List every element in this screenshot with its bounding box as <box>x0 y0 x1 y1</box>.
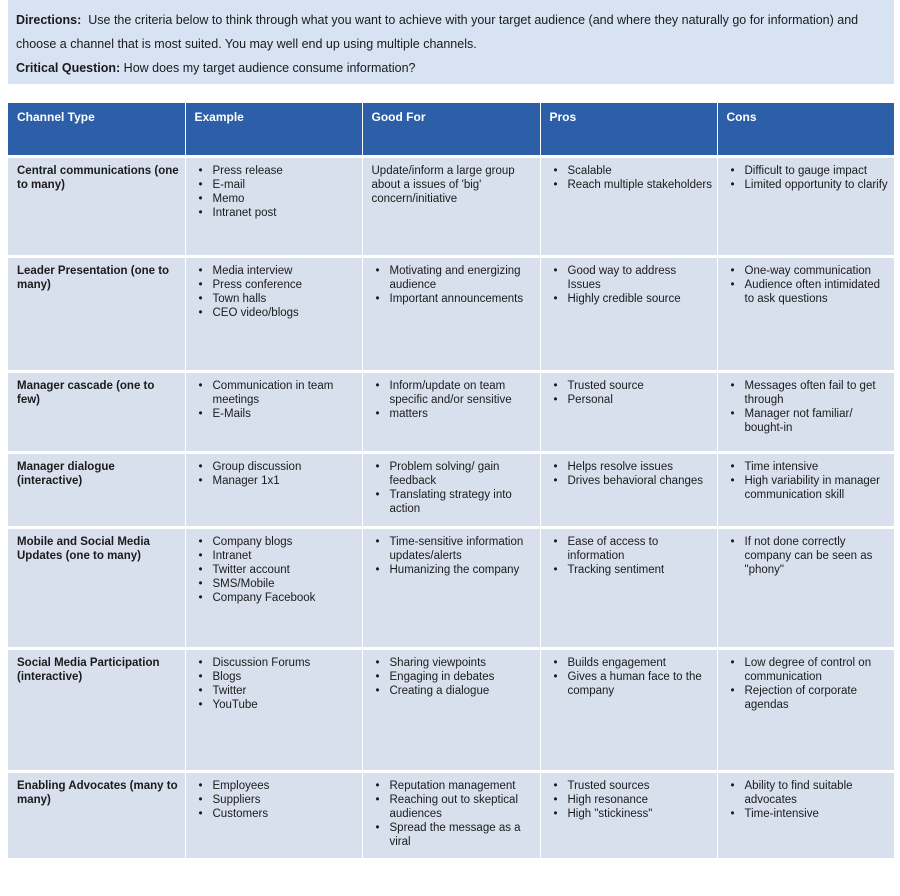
cons-cell <box>717 452 894 527</box>
list-item: • Intranet post <box>195 206 358 220</box>
good-for-cell <box>362 256 540 371</box>
list-item: • Communication in team meetings <box>195 379 358 407</box>
good-for-cell <box>362 527 540 648</box>
list-item: • High "stickiness" <box>550 807 713 821</box>
channel-type-label: Central communications (one to many) <box>17 164 179 191</box>
list-item: • E-mail <box>195 178 358 192</box>
list-item: • Customers <box>195 807 358 821</box>
directions-line-1 <box>16 8 894 32</box>
list-item: • Twitter account <box>195 563 358 577</box>
pros-cell <box>540 156 717 256</box>
bullet-list <box>372 779 536 849</box>
directions-label: Directions: <box>16 13 82 27</box>
bullet-list <box>727 264 891 306</box>
list-item: • Reputation management <box>372 779 536 793</box>
bullet-list <box>550 379 713 407</box>
critical-question-text: How does my target audience consume information? <box>123 61 416 75</box>
pros-cell <box>540 452 717 527</box>
bullet-list <box>550 264 713 306</box>
list-item: • Employees <box>195 779 358 793</box>
bullet-list <box>550 656 713 698</box>
example-cell <box>185 648 362 771</box>
channel-type-cell <box>8 527 185 648</box>
bullet-list <box>195 460 358 488</box>
pros-cell <box>540 256 717 371</box>
example-cell <box>185 452 362 527</box>
pros-cell <box>540 771 717 858</box>
bullet-list <box>727 656 891 712</box>
list-item: • Highly credible source <box>550 292 713 306</box>
table-row <box>8 256 894 371</box>
list-item: • One-way communication <box>727 264 891 278</box>
bullet-list <box>372 460 536 516</box>
list-item: • Reaching out to skeptical audiences <box>372 793 536 821</box>
list-item: • Difficult to gauge impact <box>727 164 891 178</box>
pros-cell <box>540 371 717 452</box>
table-row <box>8 156 894 256</box>
list-item: • Memo <box>195 192 358 206</box>
list-item: • Problem solving/ gain feedback <box>372 460 536 488</box>
list-item: • Translating strategy into action <box>372 488 536 516</box>
list-item: • Press release <box>195 164 358 178</box>
bullet-list <box>372 264 536 306</box>
list-item: • SMS/Mobile <box>195 577 358 591</box>
list-item: • YouTube <box>195 698 358 712</box>
list-item: • Gives a human face to the company <box>550 670 713 698</box>
table-row <box>8 452 894 527</box>
bullet-list <box>550 164 713 192</box>
table-row <box>8 648 894 771</box>
good-for-cell <box>362 371 540 452</box>
good-for-cell <box>362 771 540 858</box>
cons-cell <box>717 527 894 648</box>
example-cell <box>185 527 362 648</box>
list-item: • Suppliers <box>195 793 358 807</box>
bullet-list <box>372 656 536 698</box>
example-cell <box>185 256 362 371</box>
list-item: • High resonance <box>550 793 713 807</box>
list-item: • Time-sensitive information updates/alerts <box>372 535 536 563</box>
bullet-list <box>727 535 891 577</box>
list-item: • Time-intensive <box>727 807 891 821</box>
channel-type-cell <box>8 771 185 858</box>
list-item: • Spread the message as a viral <box>372 821 536 849</box>
list-item: • Good way to address Issues <box>550 264 713 292</box>
channel-table <box>8 103 894 858</box>
table-body <box>8 156 894 858</box>
channel-type-cell <box>8 648 185 771</box>
list-item: • E-Mails <box>195 407 358 421</box>
list-item: • Sharing viewpoints <box>372 656 536 670</box>
cons-cell <box>717 371 894 452</box>
directions-text-1: Use the criteria below to think through what you want to achieve with your target audience (and where they naturally go for information) and <box>88 13 859 27</box>
bullet-list <box>372 379 536 421</box>
list-item: • Inform/update on team specific and/or sensitive <box>372 379 536 407</box>
cons-cell <box>717 771 894 858</box>
directions-box <box>8 0 894 84</box>
list-item: • Tracking sentiment <box>550 563 713 577</box>
list-item: • Personal <box>550 393 713 407</box>
list-item: • Group discussion <box>195 460 358 474</box>
bullet-list <box>727 460 891 502</box>
list-item: • Creating a dialogue <box>372 684 536 698</box>
critical-question <box>16 56 894 80</box>
channel-type-label: Social Media Participation (interactive) <box>17 656 160 683</box>
list-item: • Intranet <box>195 549 358 563</box>
example-cell <box>185 371 362 452</box>
list-item: • Discussion Forums <box>195 656 358 670</box>
good-for-cell <box>362 156 540 256</box>
header-cons: Cons <box>717 103 894 156</box>
list-item: • Company Facebook <box>195 591 358 605</box>
bullet-list <box>550 535 713 577</box>
list-item: • Engaging in debates <box>372 670 536 684</box>
header-channel-type: Channel Type <box>8 103 185 156</box>
list-item: • matters <box>372 407 536 421</box>
header-example: Example <box>185 103 362 156</box>
table-row <box>8 371 894 452</box>
list-item: • Town halls <box>195 292 358 306</box>
channel-type-label: Enabling Advocates (many to many) <box>17 779 178 806</box>
table-row <box>8 771 894 858</box>
table-row <box>8 527 894 648</box>
list-item: • Twitter <box>195 684 358 698</box>
bullet-list <box>727 379 891 435</box>
bullet-list <box>195 656 358 712</box>
list-item: • If not done correctly company can be seen as "phony" <box>727 535 891 577</box>
directions-text-2: choose a channel that is most suited. You may well end up using multiple channels. <box>16 37 477 51</box>
cons-cell <box>717 156 894 256</box>
list-item: • Ability to find suitable advocates <box>727 779 891 807</box>
example-cell <box>185 771 362 858</box>
bullet-list <box>550 779 713 821</box>
list-item: • Trusted sources <box>550 779 713 793</box>
channel-type-cell <box>8 371 185 452</box>
list-item: • Rejection of corporate agendas <box>727 684 891 712</box>
pros-cell <box>540 527 717 648</box>
list-item: • Messages often fail to get through <box>727 379 891 407</box>
bullet-list <box>372 535 536 577</box>
bullet-list <box>195 164 358 220</box>
list-item: • Limited opportunity to clarify <box>727 178 891 192</box>
list-item: • Humanizing the company <box>372 563 536 577</box>
list-item: • Drives behavioral changes <box>550 474 713 488</box>
cons-cell <box>717 648 894 771</box>
cons-cell <box>717 256 894 371</box>
channel-type-cell <box>8 256 185 371</box>
table-header-row <box>8 103 894 156</box>
list-item: • Audience often intimidated to ask questions <box>727 278 891 306</box>
channel-type-cell <box>8 452 185 527</box>
list-item: • Press conference <box>195 278 358 292</box>
list-item: • Ease of access to information <box>550 535 713 563</box>
channel-type-label: Mobile and Social Media Updates (one to many) <box>17 535 150 562</box>
list-item: • Company blogs <box>195 535 358 549</box>
example-cell <box>185 156 362 256</box>
pros-cell <box>540 648 717 771</box>
list-item: • Low degree of control on communication <box>727 656 891 684</box>
list-item: • High variability in manager communication skill <box>727 474 891 502</box>
list-item: • Builds engagement <box>550 656 713 670</box>
list-item: • Helps resolve issues <box>550 460 713 474</box>
bullet-list <box>550 460 713 488</box>
list-item: • Time intensive <box>727 460 891 474</box>
good-for-cell <box>362 648 540 771</box>
list-item: • Scalable <box>550 164 713 178</box>
header-good-for: Good For <box>362 103 540 156</box>
critical-question-label: Critical Question: <box>16 61 121 75</box>
channel-type-cell <box>8 156 185 256</box>
list-item: • Reach multiple stakeholders <box>550 178 713 192</box>
channel-type-label: Manager cascade (one to few) <box>17 379 155 406</box>
list-item: • Manager not familiar/ bought-in <box>727 407 891 435</box>
bullet-list <box>195 779 358 821</box>
header-pros: Pros <box>540 103 717 156</box>
bullet-list <box>195 264 358 320</box>
bullet-list <box>195 535 358 605</box>
good-for-cell <box>362 452 540 527</box>
channel-type-label: Manager dialogue (interactive) <box>17 460 115 487</box>
list-item: • Manager 1x1 <box>195 474 358 488</box>
bullet-list <box>195 379 358 421</box>
channel-type-label: Leader Presentation (one to many) <box>17 264 170 291</box>
bullet-list <box>727 779 891 821</box>
bullet-list <box>727 164 891 192</box>
list-item: • Media interview <box>195 264 358 278</box>
cell-text: Update/inform a large group about a issues of 'big' concern/initiative <box>371 164 515 205</box>
list-item: • CEO video/blogs <box>195 306 358 320</box>
list-item: • Important announcements <box>372 292 536 306</box>
list-item: • Blogs <box>195 670 358 684</box>
list-item: • Motivating and energizing audience <box>372 264 536 292</box>
list-item: • Trusted source <box>550 379 713 393</box>
